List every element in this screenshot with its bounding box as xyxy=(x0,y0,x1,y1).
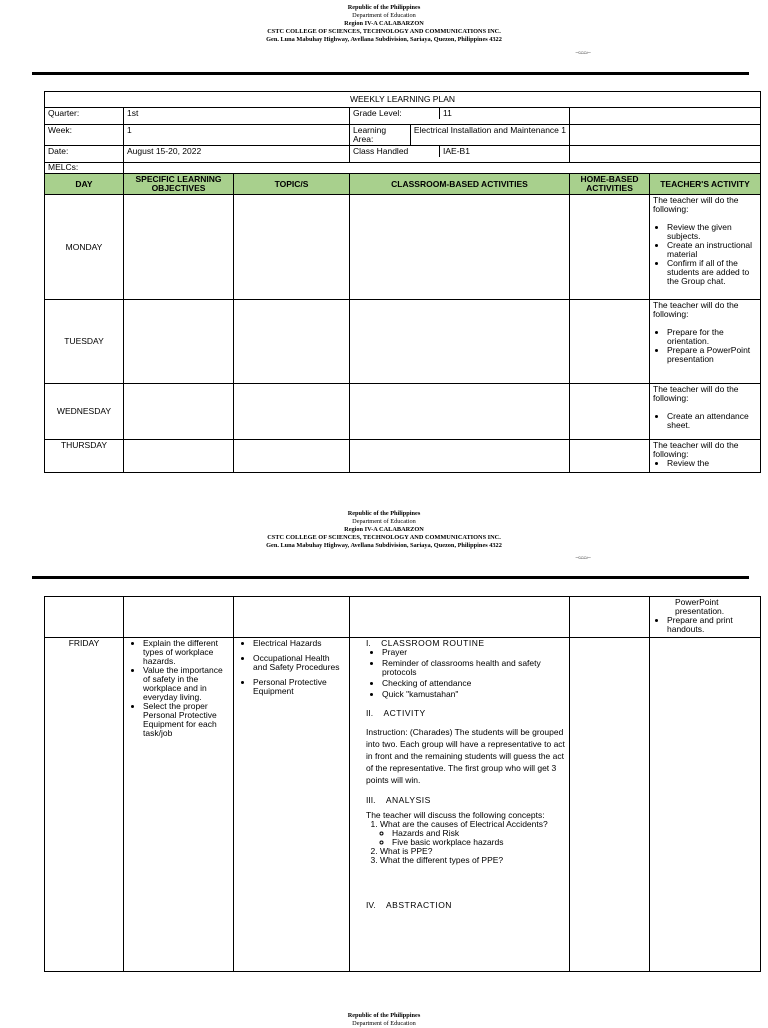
day-friday: FRIDAY xyxy=(45,638,124,972)
list-item: • Create an attendance sheet. xyxy=(667,412,757,430)
letterhead-department: Department of Education xyxy=(352,518,416,525)
thursday-teacher-activity xyxy=(650,440,761,473)
header-rule-page2 xyxy=(32,576,749,579)
date-label: Date: xyxy=(45,146,124,163)
list-item: • Review the xyxy=(667,459,757,468)
wednesday-teacher-intro: The teacher will do the following: xyxy=(653,384,739,403)
list-item: • Prepare for the orientation. xyxy=(667,328,757,346)
letterhead-address: Gen. Luna Mabuhay Highway, Avellana Subdivision, Sariaya, Quezon, Philippines 4322 xyxy=(266,36,502,43)
continued-line: PowerPoint presentation. xyxy=(675,597,725,616)
routine-heading: I. CLASSROOM ROUTINE xyxy=(366,638,485,648)
header-topics: TOPIC/S xyxy=(234,174,350,195)
tuesday-teacher-intro: The teacher will do the following: xyxy=(653,300,739,319)
list-item: • Prayer xyxy=(382,648,566,657)
list-item: • Prepare a PowerPoint presentation xyxy=(667,346,757,364)
list-item: 3. What the different types of PPE? xyxy=(380,856,566,865)
tuesday-teacher-activity xyxy=(650,300,761,384)
letterhead xyxy=(0,4,768,44)
letterhead-republic: Republic of the Philippines xyxy=(347,4,421,11)
day-wednesday: WEDNESDAY xyxy=(45,384,124,440)
activity-instruction: Instruction: (Charades) The students will be grouped into two. Each group will have a representative to act in front and the remaining students will guess the act of the representative. The first group who will get 3 points will win. xyxy=(366,727,565,785)
area-label: Learning Area: xyxy=(350,125,410,145)
day-monday: MONDAY xyxy=(45,195,124,300)
letterhead-page3 xyxy=(0,1012,768,1028)
letterhead-republic: Republic of the Philippines xyxy=(347,1012,421,1019)
list-item: ◦ Five basic workplace hazards xyxy=(392,838,566,847)
header-classroom: CLASSROOM-BASED ACTIVITIES xyxy=(350,174,570,195)
list-item: • Explain the different types of workplace hazards. xyxy=(143,639,230,666)
week-label: Week: xyxy=(45,125,124,146)
header-objectives: SPECIFIC LEARNING OBJECTIVES xyxy=(124,174,234,195)
list-item: ◦ Hazards and Risk xyxy=(392,829,566,838)
list-item: • Value the importance of safety in the workplace and in everyday living. xyxy=(143,666,230,702)
thursday-teacher-continued xyxy=(650,597,761,638)
letterhead-department: Department of Education xyxy=(352,1020,416,1027)
monday-teacher-activity xyxy=(650,195,761,300)
letterhead-address: Gen. Luna Mabuhay Highway, Avellana Subdivision, Sariaya, Quezon, Philippines 4322 xyxy=(266,542,502,549)
melcs-label: MELCs: xyxy=(45,163,124,174)
list-item: 1. What are the causes of Electrical Accidents? ◦ Hazards and Risk ◦ Five basic workplace hazards xyxy=(380,820,566,847)
thursday-teacher-intro: The teacher will do the following: xyxy=(653,440,739,459)
list-item: • Personal Protective Equipment xyxy=(253,678,346,696)
list-item: • Create an instructional material xyxy=(667,241,757,259)
weekly-plan-table xyxy=(44,91,761,473)
day-tuesday: TUESDAY xyxy=(45,300,124,384)
letterhead-school: CSTC COLLEGE OF SCIENCES, TECHNOLOGY AND COMMUNICATIONS INC. xyxy=(267,28,501,35)
week-value: 1 xyxy=(124,125,350,146)
letterhead-school: CSTC COLLEGE OF SCIENCES, TECHNOLOGY AND COMMUNICATIONS INC. xyxy=(267,534,501,541)
list-item: • Occupational Health and Safety Procedures xyxy=(253,654,346,672)
class-value: IAE-B1 xyxy=(443,146,470,156)
activity-heading: II. ACTIVITY xyxy=(366,708,426,718)
monday-teacher-intro: The teacher will do the following: xyxy=(653,195,739,214)
class-label: Class Handled xyxy=(350,146,440,157)
ornament-icon: ~≈≈≈~ xyxy=(575,555,590,562)
letterhead-department: Department of Education xyxy=(352,12,416,19)
letterhead-republic: Republic of the Philippines xyxy=(347,510,421,517)
list-item: • Electrical Hazards xyxy=(253,639,346,648)
list-item: • Select the proper Personal Protective Equipment for each task/job xyxy=(143,702,230,738)
list-item: 2. What is PPE? xyxy=(380,847,566,856)
analysis-heading: III. ANALYSIS xyxy=(366,795,431,805)
list-item: • Review the given subjects. xyxy=(667,223,757,241)
letterhead-page2 xyxy=(0,510,768,550)
grade-label: Grade Level: xyxy=(350,108,440,119)
list-item: • Reminder of classrooms health and safety protocols xyxy=(382,659,566,677)
quarter-label: Quarter: xyxy=(45,108,124,125)
ornament-icon: ~≈≈≈~ xyxy=(575,50,590,57)
analysis-intro: The teacher will discuss the following concepts: xyxy=(366,810,545,820)
grade-value: 11 xyxy=(443,108,452,118)
area-value: Electrical Installation and Maintenance 1 xyxy=(413,125,566,135)
friday-topics xyxy=(234,638,350,972)
quarter-value: 1st xyxy=(124,108,350,125)
plan-title: WEEKLY LEARNING PLAN xyxy=(45,92,761,108)
list-item: • Prepare and print handouts. xyxy=(667,616,757,634)
friday-classroom-activities xyxy=(350,638,570,972)
friday-objectives xyxy=(124,638,234,972)
header-teacher: TEACHER'S ACTIVITY xyxy=(650,174,761,195)
header-home: HOME-BASED ACTIVITIES xyxy=(570,174,650,195)
list-item: • Confirm if all of the students are added to the Group chat. xyxy=(667,259,757,286)
list-item: • Checking of attendance xyxy=(382,679,566,688)
abstraction-heading: IV. ABSTRACTION xyxy=(366,900,452,910)
header-rule xyxy=(32,72,749,75)
wednesday-teacher-activity xyxy=(650,384,761,440)
date-value: August 15-20, 2022 xyxy=(124,146,350,163)
day-thursday: THURSDAY xyxy=(45,440,124,473)
letterhead-region: Region IV-A CALABARZON xyxy=(344,20,424,27)
header-day: DAY xyxy=(45,174,124,195)
letterhead-region: Region IV-A CALABARZON xyxy=(344,526,424,533)
weekly-plan-table-continued xyxy=(44,596,761,972)
list-item: • Quick "kamustahan" xyxy=(382,690,566,699)
